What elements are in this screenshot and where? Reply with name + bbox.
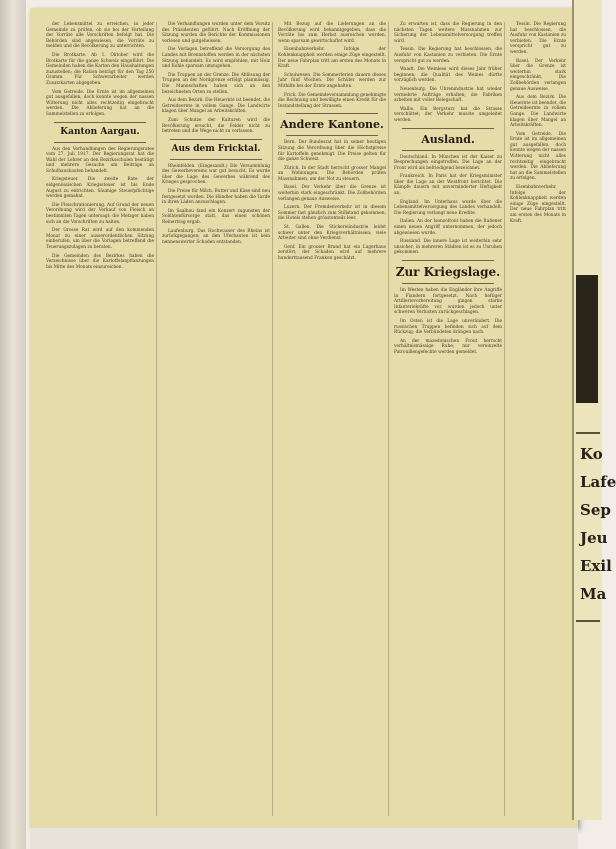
article-paragraph: Italien. An der Isonzofront haben die Italiener einen neuen Angriff unternommen, der jedoch abgewiesen wurde. (394, 219, 502, 236)
article-paragraph: Vom Getreide. Die Ernte ist im allgemeinen gut ausgefallen, doch konnte wegen der nassen Witterung nicht alles rechtzeitig eingebracht werden. Die Ablieferung hat an die Sammelstellen zu erfolgen. (510, 131, 566, 182)
article-paragraph: Die Fleischrationierung. Auf Grund der neuen Verordnung wird der Verkauf von Fleisch an bestimmten Tagen untersagt; die Metzger haben sich an die Vorschriften zu halten. (46, 202, 154, 225)
article-paragraph: Neuenburg. Die Uhrenindustrie hat wieder vermehrte Aufträge erhalten; die Fabriken arbeiten mit voller Belegschaft. (394, 86, 502, 104)
divider (286, 113, 378, 114)
article-paragraph: Bern. Der Bundesrat hat in seiner heutigen Sitzung die Verordnung über die Höchstpreise für Kartoffeln genehmigt. Die Preise gelten für die ganze Schweiz. (278, 140, 386, 163)
column-rule (156, 22, 157, 816)
article-paragraph: Eisenbahnverkehr. Infolge der Kohlenknappheit werden einige Züge eingestellt. Der neue Fahrplan tritt am ersten des Monats in Kraft. (510, 185, 566, 224)
article-paragraph: Deutschland. In München ist der Kaiser zu Besprechungen eingetroffen. Die Lage an der Front wird als befriedigend bezeichnet. (394, 154, 502, 171)
article-paragraph: Basel. Der Verkehr über die Grenze ist weiterhin stark eingeschränkt. Die Zollbehörden verlangen genaue Ausweise. (278, 185, 386, 202)
article-paragraph: Aus dem Bezirk. Die Heuernte ist beendet, die Getreideernte in vollem Gange. Die Landwirte klagen über Mangel an Arbeitskräften. (510, 95, 566, 129)
divider (402, 128, 494, 129)
article-paragraph: Russland. Die innere Lage ist weiterhin sehr unsicher; in mehreren Städten ist es zu Unruhen gekommen. (394, 239, 502, 256)
divider (170, 139, 262, 140)
book-binding-left (0, 0, 26, 849)
article-paragraph: Frankreich. In Paris hat der Kriegsminister über die Lage an der Westfront berichtet. Die Kämpfe dauern mit unverminderter Heftigkeit an. (394, 174, 502, 197)
divider (286, 135, 378, 136)
article-paragraph: St. Gallen. Die Stickereiindustrie leidet schwer unter den Kriegsverhältnissen; viele Arbeiter sind ohne Verdienst. (278, 225, 386, 242)
article-paragraph: Im Westen haben die Engländer ihre Angriffe in Flandern fortgesetzt. Nach heftiger Artillerievorbereitung gingen starke Infanteriekräfte vor, wurden jedoch unter schweren Verlusten zurückgeschlagen. (394, 288, 502, 316)
article-paragraph: Die Vorlagen betreffend die Versorgung des Landes mit Brennstoffen werden in der nächsten Sitzung behandelt. Es wird empfohlen, mit Holz und Kohle sparsam umzugehen. (162, 47, 270, 70)
page-body (42, 22, 566, 816)
headline-zur-kriegslage: Zur Kriegslage. (395, 265, 501, 279)
headline-aus-dem-fricktal: Aus dem Fricktal. (171, 143, 261, 154)
article-paragraph: An der mazedonischen Front herrscht verhältnismässige Ruhe; nur vereinzelte Patrouillengefechte werden gemeldet. (394, 338, 502, 355)
divider (54, 122, 146, 123)
article-paragraph: Zürich. In der Stadt herrscht grosser Mangel an Wohnungen. Die Behörden prüfen Massnahmen, um der Not zu steuern. (278, 165, 386, 182)
article-paragraph: Wallis. Ein Bergsturz hat die Strasse verschüttet; der Verkehr musste umgeleitet werden. (394, 106, 502, 123)
article-paragraph: Mit Bezug auf die Lieferungen an die Bevölkerung wird bekanntgegeben, dass die Vorräte bis zum Herbst ausreichen werden, wenn sparsam gewirtschaftet wird. (278, 22, 386, 44)
article-paragraph: Die Preise für Milch, Butter und Käse sind neu festgesetzt worden. Die Händler haben die Tarife in ihren Läden anzuschlagen. (162, 189, 270, 206)
article-paragraph: Die Brotkarte. Ab 1. Oktober wird die Brotkarte für die ganze Schweiz eingeführt. Die Gemeinden haben die Karten den Haushaltungen zuzustellen; die Ration beträgt für den Tag 250 Gramm. Für Schwerarbeiter werden Zusatzkarten abgegeben. (46, 52, 154, 86)
article-paragraph: Genf. Ein grosser Brand hat ein Lagerhaus zerstört; der Schaden wird auf mehrere hunderttausend Franken geschätzt. (278, 244, 386, 261)
article-paragraph: Zum Schutze der Kulturen wird die Bevölkerung ersucht, die Felder nicht zu betreten und die Wege nicht zu verlassen. (162, 117, 270, 135)
divider (576, 620, 600, 622)
article-paragraph: Die Truppen an der Grenze. Die Ablösung der Truppen an der Nordgrenze erfolgt planmässig. Die Mannschaften haben sich an den bezeichneten Orten zu stellen. (162, 72, 270, 95)
article-paragraph: Im Saalbau fand ein Konzert zugunsten der Soldatenfürsorge statt, das einen schönen Reinertrag ergab. (162, 208, 270, 226)
article-paragraph: Tessin. Die Regierung hat beschlossen, die Ausfuhr von Kastanien zu verbieten. Die Ernte verspricht gut zu werden. (510, 22, 566, 55)
edge-word: Ko (580, 445, 603, 463)
article-paragraph: Tessin. Die Regierung hat beschlossen, die Ausfuhr von Kastanien zu verbieten. Die Ernte verspricht gut zu werden. (394, 47, 502, 64)
article-paragraph: Frick. Die Gemeindeversammlung genehmigte die Rechnung und bewilligte einen Kredit für die Instandstellung der Strassen. (278, 92, 386, 109)
article-paragraph: der Lebensmittel zu erreichen, in jeder Gemeinde zu prüfen, ob sie bei der Verteilung der Vorräte alle Vorschriften befolgt hat. Die Behörden sind angewiesen, die Vorräte zu melden und die Bevölkerung zu unterrichten. (46, 22, 154, 50)
article-paragraph: Im Osten ist die Lage unverändert. Die russischen Truppen befinden sich auf dem Rückzug; die Verbündeten drängen nach. (394, 318, 502, 336)
article-paragraph: Der Grosse Rat wird auf den kommenden Monat zu einer ausserordentlichen Sitzung einberufen, um über die Vorlagen betreffend die Teuerungszulagen zu beraten. (46, 228, 154, 250)
divider (54, 142, 146, 143)
headline-andere-kantone: Andere Kantone. (280, 118, 384, 132)
edge-word: Exil (580, 557, 612, 575)
divider (576, 432, 600, 434)
adjacent-page-text (580, 440, 616, 608)
column-1 (46, 22, 154, 816)
headline-kanton-aargau: Kanton Aargau. (60, 126, 140, 137)
headline-ausland: Ausland. (421, 132, 475, 146)
newspaper-page (30, 8, 578, 828)
column-rule (504, 22, 505, 816)
edge-word: Jeu (580, 529, 608, 547)
article-paragraph: Aus dem Bezirk. Die Heuernte ist beendet, die Getreideernte in vollem Gange. Die Landwirte klagen über Mangel an Arbeitskräften. (162, 98, 270, 115)
edge-word: Lafe (580, 473, 616, 491)
scan-background (30, 828, 578, 849)
divider (402, 283, 494, 284)
article-paragraph: Die Verhandlungen wurden unter dem Vorsitz des Präsidenten geführt. Nach Eröffnung der Sitzung wurden die Berichte der Kommissionen verlesen und gutgeheissen. (162, 22, 270, 44)
edge-word: Ma (580, 585, 607, 603)
article-paragraph: England. Im Unterhaus wurde über die Lebensmittelversorgung des Landes verhandelt. Die Regierung verlangt neue Kredite. (394, 199, 502, 216)
article-paragraph: Luzern. Der Fremdenverkehr ist in diesem Sommer fast gänzlich zum Stillstand gekommen; die Hotels stehen grösstenteils leer. (278, 205, 386, 222)
article-paragraph: Rheinfelden. (Eingesandt.) Die Versammlung des Gewerbevereins war gut besucht. Es wurde über die Lage des Gewerbes während des Krieges gesprochen. (162, 163, 270, 186)
column-rule (272, 22, 273, 816)
article-paragraph: Kriegsteuer. Die zweite Rate der eidgenössischen Kriegssteuer ist bis Ende August zu entrichten. Säumige Steuerpflichtige werden gemahnt. (46, 177, 154, 200)
divider (402, 150, 494, 151)
article-paragraph: Waadt. Die Weinlese wird dieses Jahr früher beginnen; die Qualität des Weines dürfte vorzüglich werden. (394, 67, 502, 84)
column-5 (510, 22, 566, 816)
article-paragraph: Zu erwarten ist, dass die Regierung in den nächsten Tagen weitere Massnahmen zur Sicherung der Lebensmittelversorgung treffen wird. (394, 22, 502, 44)
article-paragraph: Aus den Verhandlungen des Regierungsrates vom 27. Juli 1917. Der Regierungsrat hat die Wahl der Lehrer an den Bezirksschulen bestätigt und mehrere Gesuche um Beiträge an Schulhausbauten behandelt. (46, 146, 154, 174)
column-2 (162, 22, 270, 816)
column-4 (394, 22, 502, 816)
article-paragraph: Laufenburg. Das Hochwasser des Rheins ist zurückgegangen; an den Uferbauten ist kein nennenswerter Schaden entstanden. (162, 228, 270, 245)
edge-word: Sep (580, 501, 611, 519)
divider (402, 260, 494, 261)
advertisement-block (576, 275, 598, 403)
adjacent-page-edge (572, 0, 616, 820)
column-rule (388, 22, 389, 816)
article-paragraph: Eisenbahnverkehr. Infolge der Kohlenknappheit werden einige Züge eingestellt. Der neue Fahrplan tritt am ersten des Monats in Kraft. (278, 47, 386, 70)
article-paragraph: Schulwesen. Die Sommerferien dauern dieses Jahr fünf Wochen. Die Schüler werden zur Mithilfe bei der Ernte angehalten. (278, 72, 386, 89)
divider (170, 159, 262, 160)
article-paragraph: Basel. Der Verkehr über die Grenze ist weiterhin stark eingeschränkt. Die Zollbehörden verlangen genaue Ausweise. (510, 58, 566, 92)
column-3 (278, 22, 386, 816)
article-paragraph: Vom Getreide. Die Ernte ist im allgemeinen gut ausgefallen, doch konnte wegen der nassen Witterung nicht alles rechtzeitig eingebracht werden. Die Ablieferung hat an die Sammelstellen zu erfolgen. (46, 89, 154, 117)
article-paragraph: Die Gemeinden des Bezirkes haben die Verzeichnisse über die Kartoffelanpflanzungen bis Mitte des Monats einzureichen. (46, 253, 154, 270)
